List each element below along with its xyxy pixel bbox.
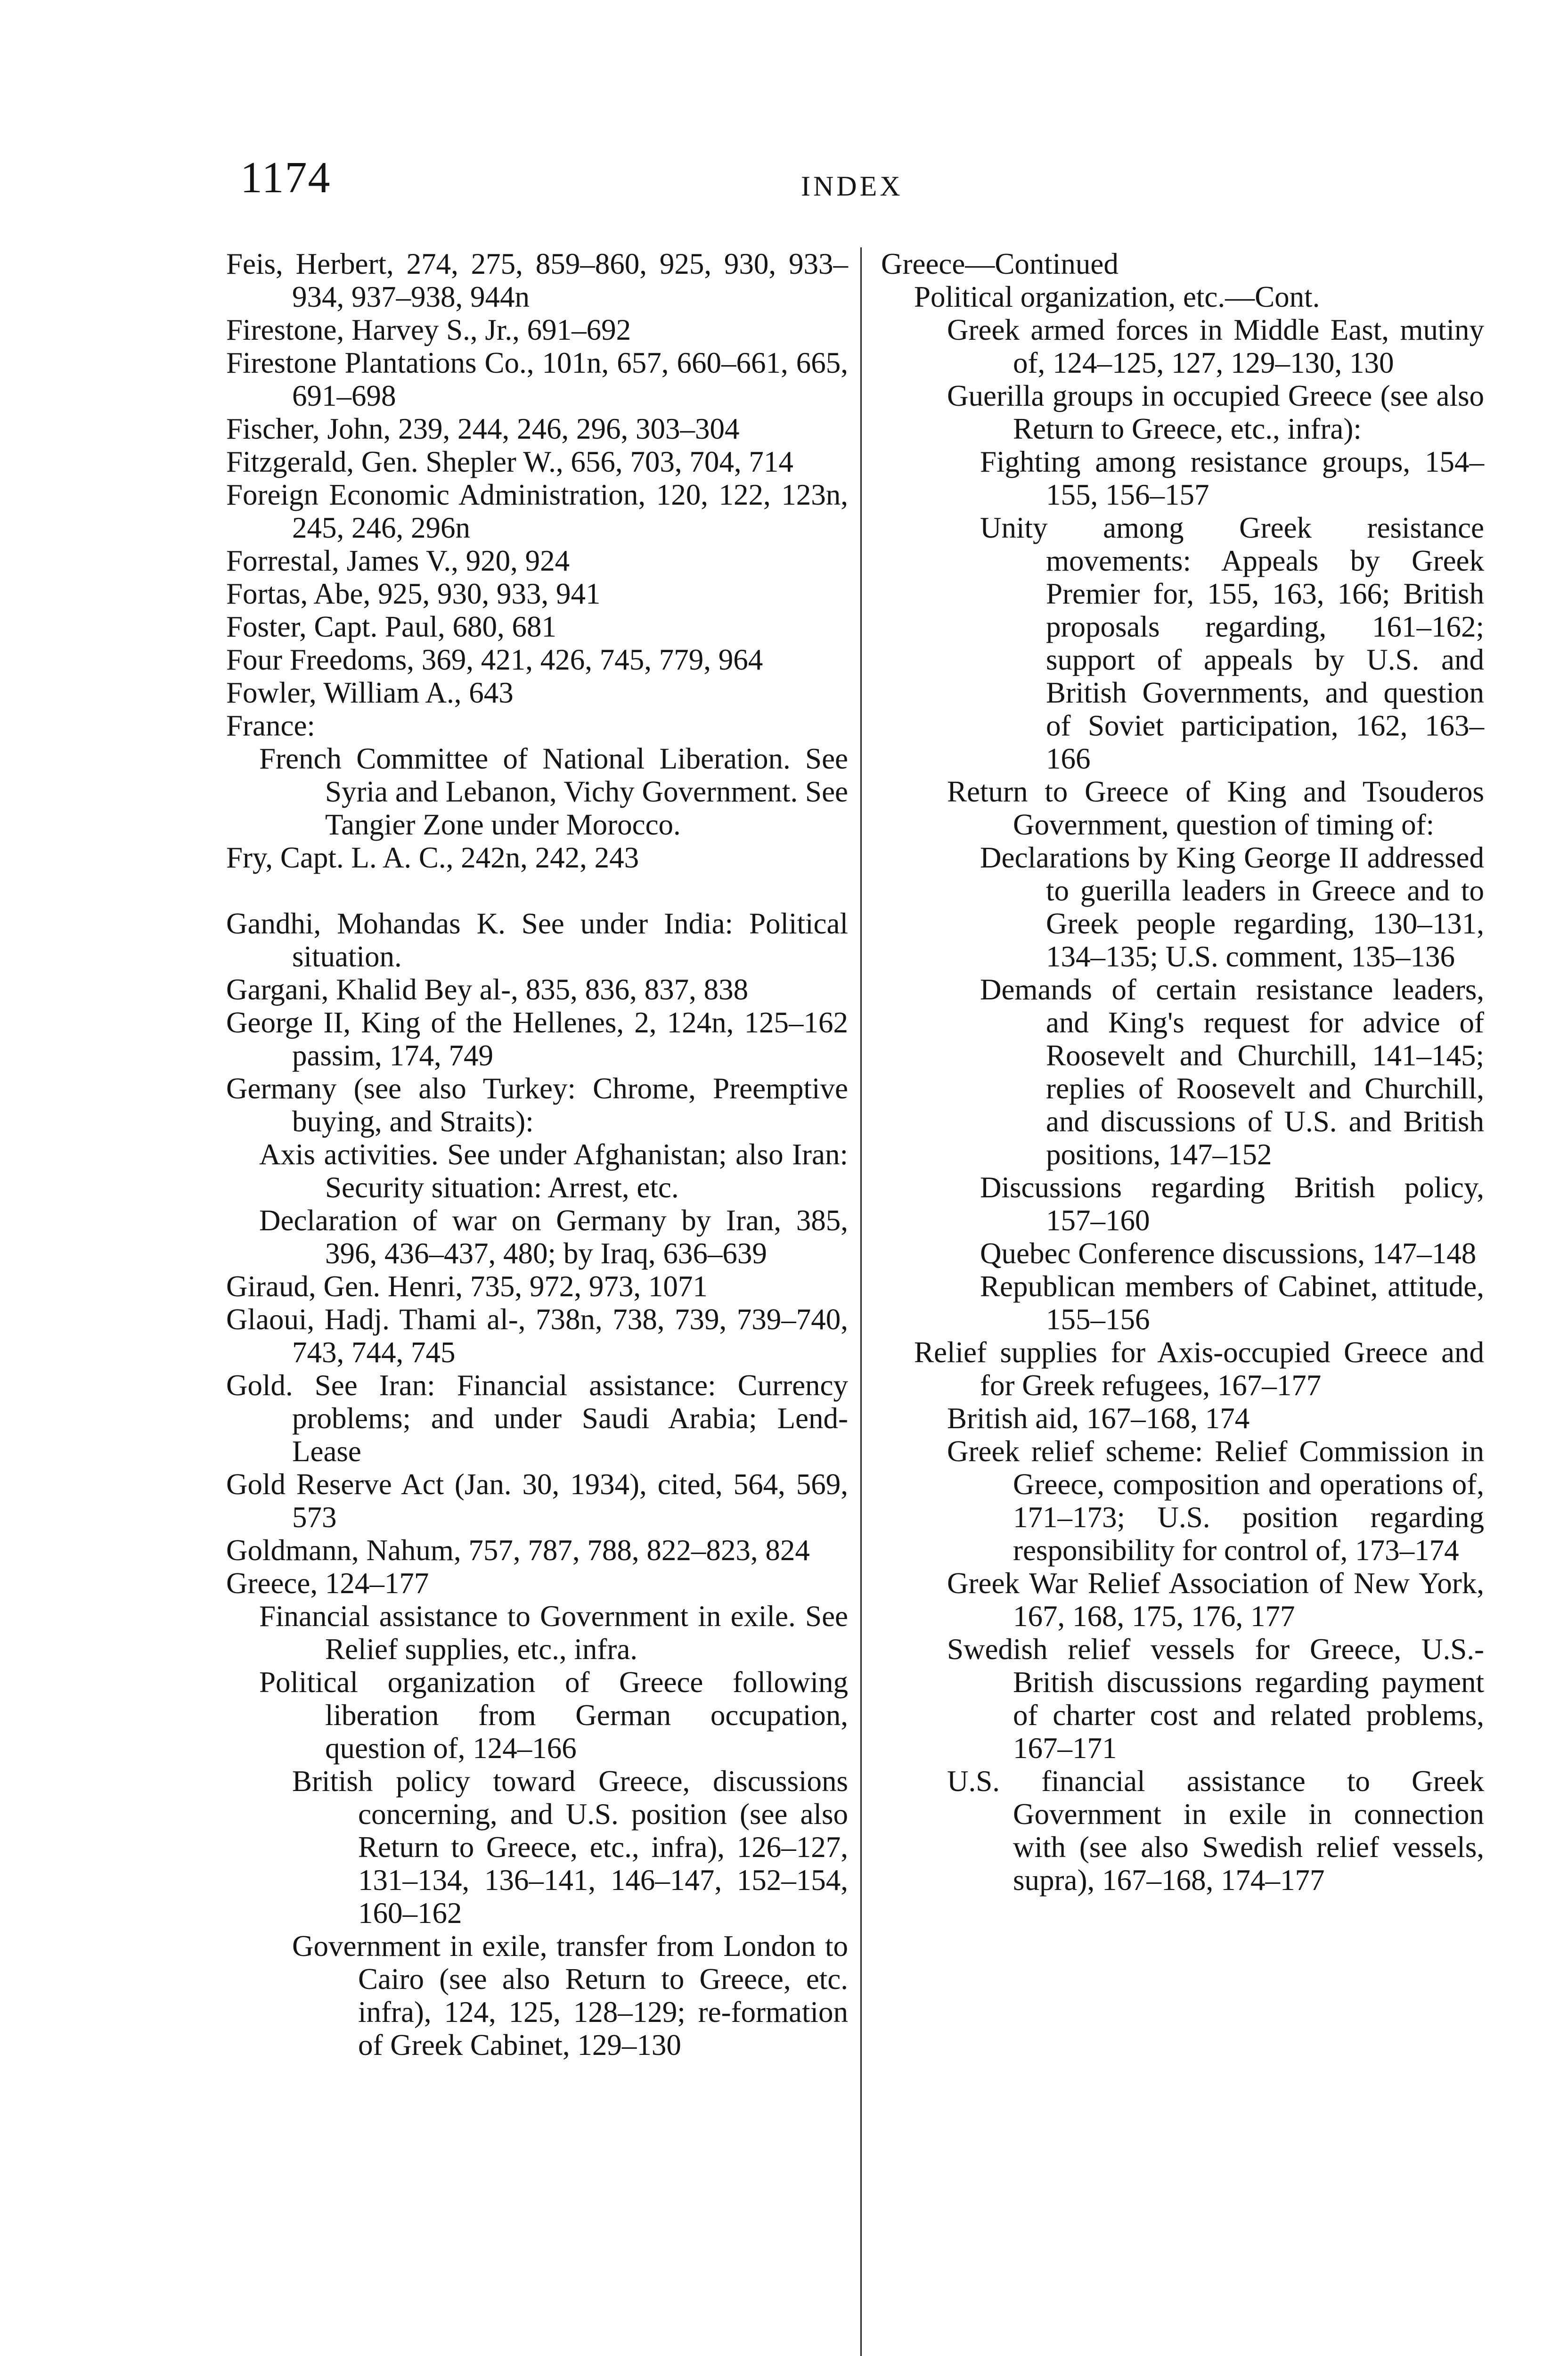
column-divider: [860, 247, 862, 2356]
page-number: 1174: [240, 153, 331, 202]
index-subentry-level4: Demands of certain resistance leaders, and King's request for advice of Roosevelt and Churchill, 141–145; replies of Roosevelt and Churchill, and discussions of U.S. and British positions, 147–152: [980, 973, 1484, 1171]
index-subentry: Financial assistance to Government in exile. See Relief supplies, etc., infra.: [259, 1600, 848, 1666]
index-subsubentry: Government in exile, transfer from London to Cairo (see also Return to Greece, etc. infra), 124, 125, 128–129; re-formation of Greek Cabinet, 129–130: [292, 1930, 848, 2062]
index-entry: Four Freedoms, 369, 421, 426, 745, 779, 964: [226, 643, 763, 676]
continued-heading: Greece—Continued: [881, 247, 1119, 280]
index-entry: Gold Reserve Act (Jan. 30, 1934), cited, 564, 569, 573: [226, 1468, 848, 1534]
index-entry: Fry, Capt. L. A. C., 242n, 242, 243: [226, 841, 639, 874]
index-subentry: Declaration of war on Germany by Iran, 385, 396, 436–437, 480; by Iraq, 636–639: [259, 1204, 848, 1270]
index-subentry-level4: Fighting among resistance groups, 154–155, 156–157: [980, 445, 1484, 511]
index-entry: Glaoui, Hadj. Thami al-, 738n, 738, 739, 739–740, 743, 744, 745: [226, 1303, 848, 1369]
index-entry: Goldmann, Nahum, 757, 787, 788, 822–823, 824: [226, 1534, 810, 1567]
index-entry: Fowler, William A., 643: [226, 676, 514, 709]
index-subentry: Relief supplies for Axis-occupied Greece and for Greek refugees, 167–177: [914, 1336, 1484, 1402]
index-subsubentry: Guerilla groups in occupied Greece (see also Return to Greece, etc., infra):: [947, 379, 1484, 445]
index-subentry-level4: Unity among Greek resistance movements: Appeals by Greek Premier for, 155, 163, 166; British proposals regarding, 161–162; support of appeals by U.S. and British Governments, and question of Soviet participation, 162, 163–166: [980, 511, 1484, 775]
index-subentry: French Committee of National Liberation. See Syria and Lebanon, Vichy Government. See Tangier Zone under Morocco.: [259, 742, 848, 841]
index-subentry-level4: Declarations by King George II addressed to guerilla leaders in Greece and to Greek people regarding, 130–131, 134–135; U.S. comment, 135–136: [980, 841, 1484, 973]
running-head: INDEX: [801, 171, 903, 202]
index-subsubentry: Swedish relief vessels for Greece, U.S.-British discussions regarding payment of charter cost and related problems, 167–171: [947, 1633, 1484, 1765]
index-entry: Forrestal, James V., 920, 924: [226, 544, 570, 577]
index-subsubentry: Greek War Relief Association of New York, 167, 168, 175, 176, 177: [947, 1567, 1484, 1633]
continued-subheading: Political organization, etc.—Cont.: [914, 280, 1320, 313]
index-entry: Foster, Capt. Paul, 680, 681: [226, 610, 556, 643]
index-entry: Gargani, Khalid Bey al-, 835, 836, 837, 838: [226, 973, 749, 1006]
left-column: [226, 247, 848, 2062]
index-entry: France:: [226, 709, 315, 742]
index-entry: Foreign Economic Administration, 120, 122, 123n, 245, 246, 296n: [226, 478, 848, 544]
index-subsubentry: British policy toward Greece, discussions concerning, and U.S. position (see also Return to Greece, etc., infra), 126–127, 131–134, 136–141, 146–147, 152–154, 160–162: [292, 1765, 848, 1930]
index-subentry-level4: Republican members of Cabinet, attitude, 155–156: [980, 1270, 1484, 1336]
index-entry: Firestone, Harvey S., Jr., 691–692: [226, 313, 631, 346]
index-subsubentry: British aid, 167–168, 174: [947, 1402, 1250, 1435]
index-entry: Giraud, Gen. Henri, 735, 972, 973, 1071: [226, 1270, 708, 1303]
index-entry: Firestone Plantations Co., 101n, 657, 660–661, 665, 691–698: [226, 346, 848, 412]
index-subentry: Political organization of Greece following liberation from German occupation, question of, 124–166: [259, 1666, 848, 1765]
index-subsubentry: Greek armed forces in Middle East, mutiny of, 124–125, 127, 129–130, 130: [947, 313, 1484, 379]
index-entry: Germany (see also Turkey: Chrome, Preemptive buying, and Straits):: [226, 1072, 848, 1138]
index-subentry-level4: Discussions regarding British policy, 157–160: [980, 1171, 1484, 1237]
index-subsubentry: Return to Greece of King and Tsouderos Government, question of timing of:: [947, 775, 1484, 841]
right-column: [881, 247, 1484, 1897]
index-subsubentry: U.S. financial assistance to Greek Government in exile in connection with (see also Swedish relief vessels, supra), 167–168, 174–177: [947, 1765, 1484, 1897]
index-entry: Fitzgerald, Gen. Shepler W., 656, 703, 704, 714: [226, 445, 793, 478]
index-entry: Feis, Herbert, 274, 275, 859–860, 925, 930, 933–934, 937–938, 944n: [226, 247, 848, 313]
index-entry: Gold. See Iran: Financial assistance: Currency problems; and under Saudi Arabia; Lend-Lease: [226, 1369, 848, 1468]
index-entry: George II, King of the Hellenes, 2, 124n, 125–162 passim, 174, 749: [226, 1006, 848, 1072]
index-entry: Greece, 124–177: [226, 1567, 429, 1600]
index-subentry: Axis activities. See under Afghanistan; also Iran: Security situation: Arrest, etc.: [259, 1138, 848, 1204]
index-entry: Fortas, Abe, 925, 930, 933, 941: [226, 577, 601, 610]
index-subentry-level4: Quebec Conference discussions, 147–148: [980, 1237, 1477, 1270]
index-entry: Fischer, John, 239, 244, 246, 296, 303–304: [226, 412, 740, 445]
index-subsubentry: Greek relief scheme: Relief Commission in Greece, composition and operations of, 171–173; U.S. position regarding responsibility for control of, 173–174: [947, 1435, 1484, 1567]
index-entry: Gandhi, Mohandas K. See under India: Political situation.: [226, 907, 848, 973]
